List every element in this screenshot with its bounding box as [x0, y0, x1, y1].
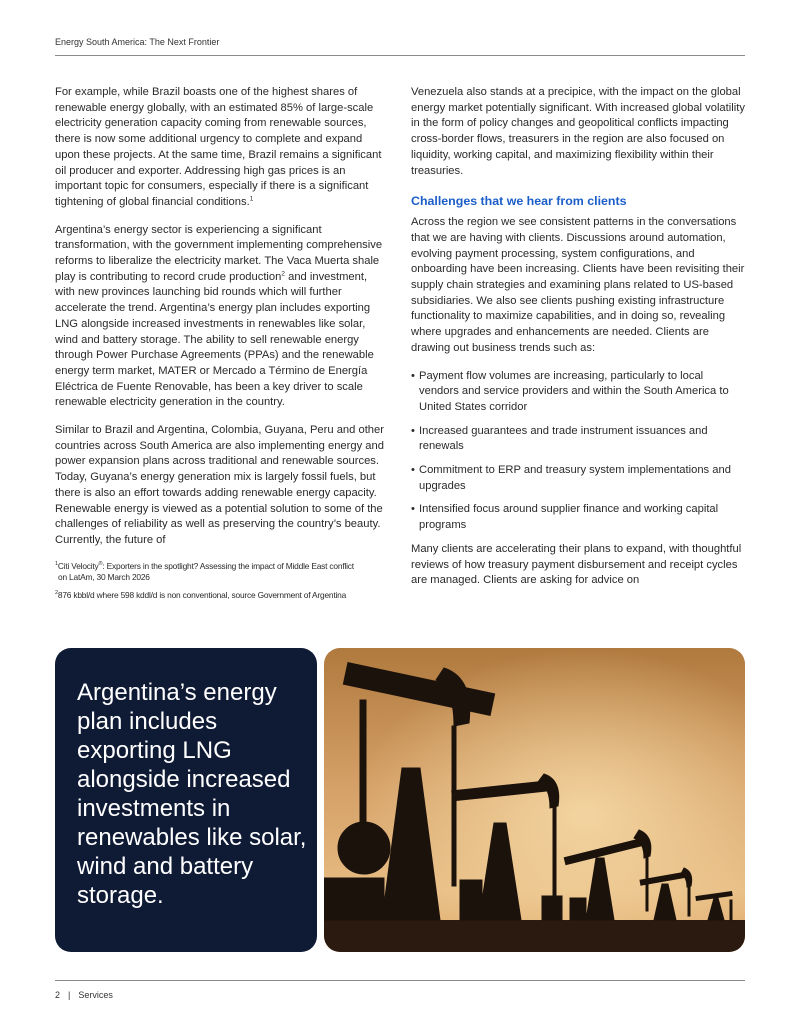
- bullet-icon: •: [411, 464, 415, 477]
- list-item: [411, 502, 745, 533]
- paragraph-brazil: [55, 85, 389, 211]
- paragraph-region: Similar to Brazil and Argentina, Colombia, Guyana, Peru and other countries across South America are also implementing energy and power expansion plans across traditional and renewable sources. Today, Guyana’s energy generation mix is largely fossil fuels, but there is also an effort towards adding renewable energy capacity. Renewable energy is viewed as a potential solution to some of the challenges of reliability as well as preserving the country’s beauty. Currently, the future of: [55, 424, 384, 546]
- registered-mark: ®: [98, 560, 103, 567]
- footnote-1: [55, 561, 389, 583]
- pull-quote-card: [55, 648, 317, 952]
- running-header: Energy South America: The Next Frontier: [55, 37, 220, 47]
- list-item-text: Commitment to ERP and treasury system implementations and upgrades: [419, 464, 731, 492]
- paragraph-text: and investment, with new provinces launching bid rounds which will further accelerate the trend. Argentina’s energy plan includes exporting LNG alongside increased investments in renewables like solar, wind and battery storage. The ability to sell renewable energy through Power Purchase Agreements (PPAs) and the renewable energy term market, MATER or Mercado a Término de Energía Eléctrica de Fuente Renovable, has been a key driver to scale renewable electricity generation in the country.: [55, 270, 374, 409]
- footnote-text-cont: on LatAm, 30 March 2026: [58, 571, 150, 582]
- footer-separator: |: [68, 990, 71, 1000]
- bullet-icon: •: [411, 503, 415, 516]
- paragraph-venezuela: Venezuela also stands at a precipice, with the impact on the global energy market potentially significant. With increased global volatility in the form of policy changes and geopolitical conflicts impacting cross-border flows, treasurers in the region are also focused on liquidity, working capital, and maximizing flexibility within their treasuries.: [411, 86, 745, 177]
- footnote-2: [55, 590, 389, 601]
- section-heading: Challenges that we hear from clients: [411, 194, 627, 209]
- footnote-text: Citi Velocity: [57, 560, 99, 571]
- paragraph-text: For example, while Brazil boasts one of the highest shares of renewable energy globally, with an estimated 85% of large-scale electricity generation capacity coming from renewable sources, there is now some additional urgency to complete and expand upon these projects. At the same time, Brazil remains a significant oil producer and exporter. Addressing high gas prices is an important topic for consumers, especially if there is a significant tightening of global financial conditions.: [55, 86, 382, 208]
- pull-quote-text: Argentina’s energy plan includes exporting LNG alongside increased investments in renewables like solar, wind and battery storage.: [77, 679, 307, 909]
- bullet-icon: •: [411, 369, 415, 382]
- page-footer: [55, 990, 113, 1000]
- paragraph-argentina: [55, 223, 389, 411]
- footer-section: Services: [78, 990, 113, 1000]
- list-item-text: Payment flow volumes are increasing, particularly to local vendors and service providers and within the South America to United States corridor: [419, 369, 729, 413]
- footnote-ref-2: 2: [281, 270, 285, 277]
- paragraph-text: Argentina’s energy sector is experiencing a significant transformation, with the government implementing comprehensive reforms to liberalize the electricity market. The Vaca Muerta shale play is contributing to record crude production: [55, 223, 383, 283]
- header-rule: [55, 55, 745, 56]
- paragraph-patterns: Across the region we see consistent patterns in the conversations that we are having with clients. Discussions around automation, evolving payment processing, system configurations, and onboarding have been increasing. Clients have been revisiting their supply chain strategies and examining plans related to US-based subsidiaries. We also see clients pushing existing infrastructure functionality to maximize capabilities, and in doing so, revealing where upgrades and enhancements are needed. Clients are drawing out business trends such as:: [411, 216, 745, 354]
- footnote-text: : Exporters in the spotlight? Assessing the impact of Middle East conflict: [102, 560, 354, 571]
- footer-rule: [55, 980, 745, 981]
- right-column: [411, 85, 745, 601]
- paragraph-expansion: Many clients are accelerating their plans to expand, with thoughtful reviews of how treasury payment disbursement and receipt cycles are managed. Clients are asking for advice on: [411, 542, 742, 587]
- oil-pumpjack-photo: [324, 648, 745, 952]
- list-item-text: Increased guarantees and trade instrument issuances and renewals: [419, 424, 708, 453]
- left-column: [55, 85, 389, 601]
- list-item: [411, 424, 745, 455]
- footnote-number: 1: [55, 560, 58, 567]
- list-item: [411, 463, 745, 494]
- trend-list: [411, 369, 745, 534]
- footnote-number: 2: [55, 589, 58, 596]
- list-item-text: Intensified focus around supplier finance and working capital programs: [419, 503, 719, 532]
- footnote-text: 876 kbbl/d where 598 kddl/d is non conventional, source Government of Argentina: [57, 589, 347, 600]
- page-number: 2: [55, 990, 61, 1000]
- footnote-ref-1: 1: [249, 195, 254, 203]
- list-item: [411, 369, 745, 416]
- bullet-icon: •: [411, 424, 415, 437]
